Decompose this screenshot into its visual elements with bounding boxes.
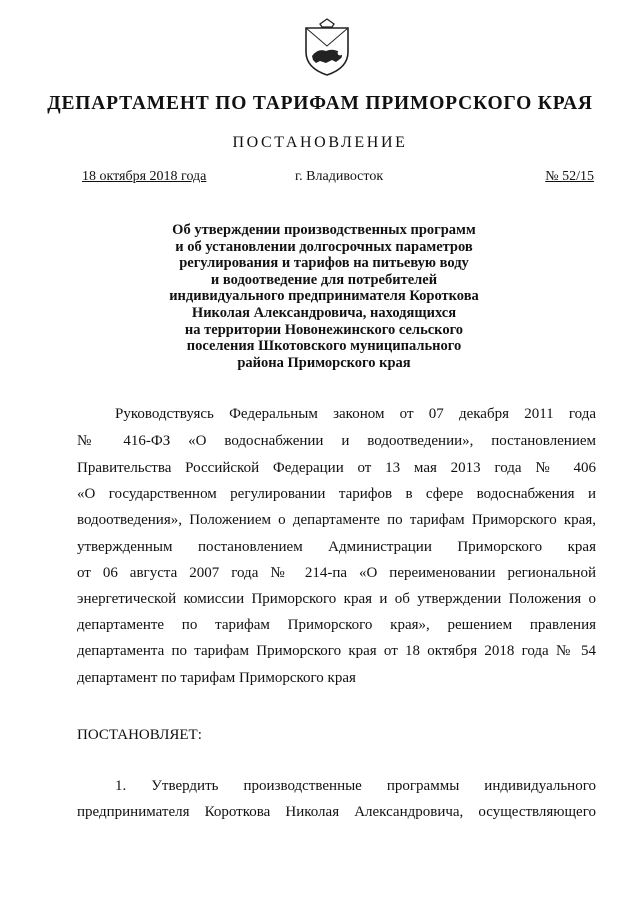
- title-line: поселения Шкотовского муниципального: [186, 338, 462, 355]
- title-line: на территории Новонежинского сельского: [184, 321, 464, 338]
- item-line: 1. Утвердить производственные программы индивидуального: [115, 778, 596, 794]
- title-line: индивидуального предпринимателя Короткова: [169, 288, 479, 305]
- preamble-line: № 416-ФЗ «О водоснабжении и водоотведении», постановлением: [77, 433, 596, 449]
- preamble-line: водоотведения», Положением о департаменте по тарифам Приморского края,: [77, 512, 596, 528]
- document-number: № 52/15: [545, 169, 594, 184]
- preamble-line: Руководствуясь Федеральным законом от 07 декабря 2011 года: [115, 406, 596, 422]
- document-city: г. Владивосток: [295, 169, 384, 184]
- preamble-line: департамента по тарифам Приморского края от 18 октября 2018 года № 54: [77, 643, 596, 659]
- title-line: Николая Александровича, находящихся: [191, 304, 457, 321]
- document-date: 18 октября 2018 года: [82, 169, 207, 184]
- resolution-verb: ПОСТАНОВЛЯЕТ:: [77, 727, 202, 743]
- item-line: предпринимателя Короткова Николая Александровича, осуществляющего: [77, 804, 596, 820]
- preamble-line: от 06 августа 2007 года № 214-па «О переименовании региональной: [77, 565, 596, 581]
- coat-of-arms-icon: [302, 18, 352, 76]
- document-type: ПОСТАНОВЛЕНИЕ: [232, 134, 408, 151]
- document-title: [90, 222, 558, 371]
- preamble-line: «О государственном регулировании тарифов в сфере водоснабжения и: [77, 486, 596, 502]
- title-line: Об утверждении производственных программ: [172, 222, 476, 238]
- preamble-line: департаменте по тарифам Приморского края», решением правления: [77, 617, 596, 633]
- preamble-line: Правительства Российской Федерации от 13 мая 2013 года № 406: [77, 460, 596, 476]
- preamble-line: утвержденным постановлением Администрации Приморского края: [77, 539, 596, 555]
- preamble-line: энергетической комиссии Приморского края и об утверждении Положения о: [77, 591, 596, 607]
- title-line: регулирования и тарифов на питьевую воду: [179, 255, 469, 272]
- title-line: и об установлении долгосрочных параметров: [175, 238, 473, 255]
- department-name: ДЕПАРТАМЕНТ ПО ТАРИФАМ ПРИМОРСКОГО КРАЯ: [47, 93, 593, 114]
- title-line: района Приморского края: [237, 354, 411, 371]
- preamble-line: департамент по тарифам Приморского края: [77, 670, 356, 686]
- title-line: и водоотведение для потребителей: [210, 271, 438, 288]
